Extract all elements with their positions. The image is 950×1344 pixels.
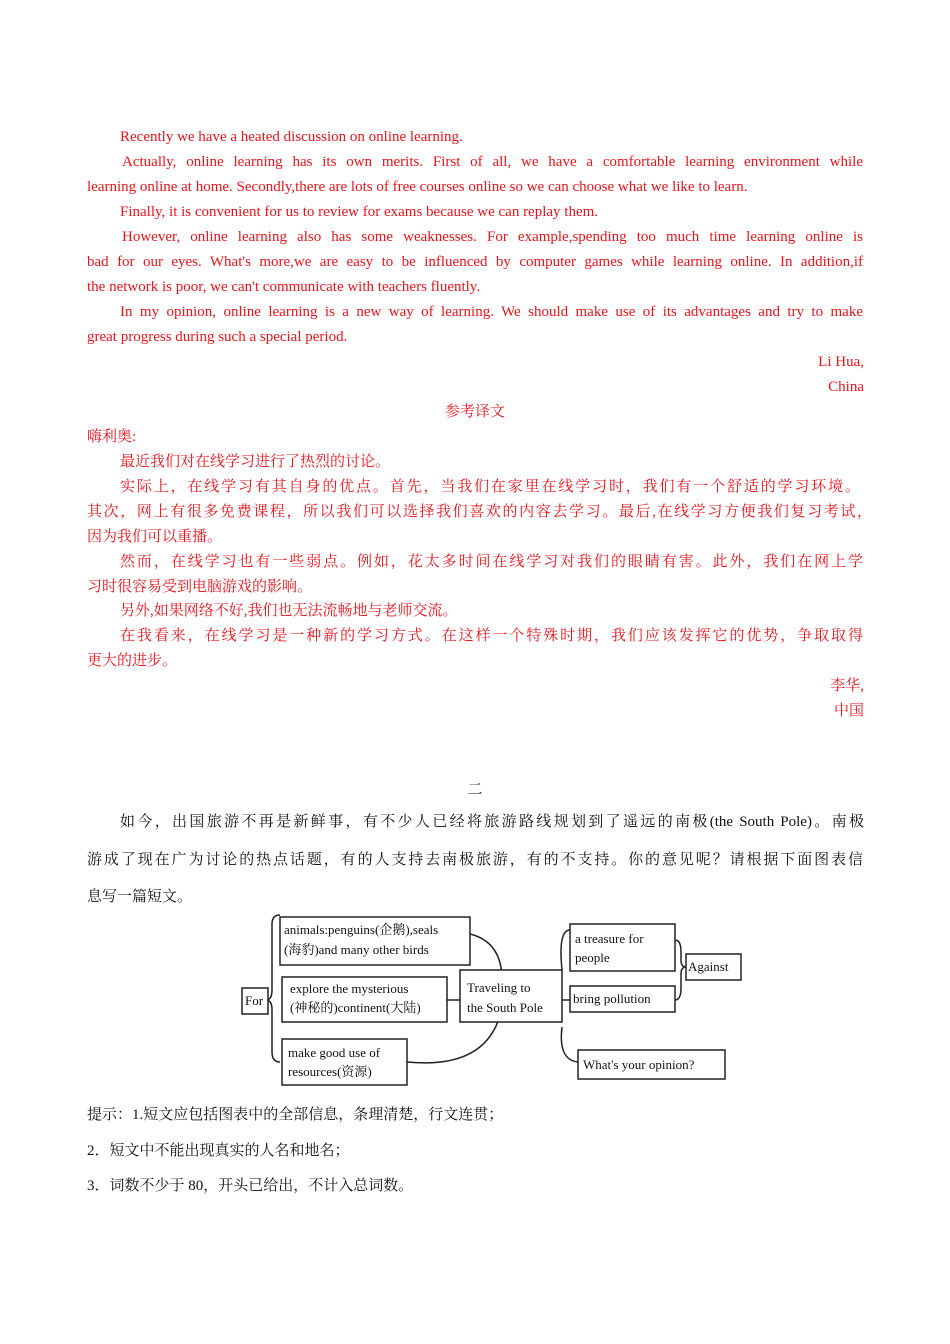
translation-signature-name: 李华, (830, 678, 864, 694)
section-prompt-line-1: 如今，出国旅游不再是新鲜事，有不少人已经将旅游路线规划到了遥远的南极(the South Pole)。南极 (120, 814, 864, 830)
letter-paragraph-4-line-3: the network is poor, we can't communicate with teachers fluently. (87, 279, 481, 295)
against-label: Against (688, 959, 729, 974)
translation-greeting: 嗨利奥: (87, 429, 137, 445)
translation-paragraph-2-line-3: 因为我们可以重播。 (87, 529, 223, 545)
letter-paragraph-5-line-1: In my opinion, online learning is a new way of learning. We should make use of its advantages and try to make (120, 304, 863, 320)
tip-2: 2．短文中不能出现真实的人名和地名； (87, 1143, 350, 1159)
letter-paragraph-5-line-2: great progress during such a special period. (87, 329, 348, 345)
treasure-line-1: a treasure for (575, 931, 644, 946)
animals-line-2: (海豹)and many other birds (284, 942, 429, 957)
letter-paragraph-2-line-2: learning online at home. Secondly,there are lots of free courses online so we can choose what we like to learn. (87, 179, 748, 195)
translation-paragraph-3-line-1: 然而，在线学习也有一些弱点。例如，花太多时间在线学习对我们的眼睛有害。此外，我们在网上学 (120, 554, 863, 570)
letter-paragraph-2-line-1: Actually, online learning has its own merits. First of all, we have a comfortable learning environment while (122, 154, 863, 170)
section-prompt-line-3: 息写一篇短文。 (87, 889, 193, 905)
resources-line-1: make good use of (288, 1045, 381, 1060)
translation-paragraph-2-line-2: 其次，网上有很多免费课程，所以我们可以选择我们喜欢的内容去学习。最后,在线学习方便我们复习考试， (87, 504, 872, 520)
center-topic-line-2: the South Pole (467, 1000, 543, 1015)
for-label: For (245, 993, 264, 1008)
tip-3: 3．词数不少于 80，开头已给出，不计入总词数。 (87, 1178, 414, 1194)
letter-paragraph-1: Recently we have a heated discussion on online learning. (120, 129, 463, 145)
center-topic-line-1: Traveling to (467, 980, 531, 995)
translation-signature-place: 中国 (833, 703, 864, 719)
translation-title: 参考译文 (444, 404, 505, 420)
section-prompt-line-2: 游成了现在广为讨论的热点话题，有的人支持去南极旅游，有的不支持。你的意见呢？请根据下面图表信 (87, 852, 863, 868)
translation-paragraph-5-line-2: 更大的进步。 (87, 653, 178, 669)
explore-line-1: explore the mysterious (290, 981, 409, 996)
letter-paragraph-4-line-1: However, online learning also has some weaknesses. For example,spending too much time learning online is (122, 229, 863, 245)
opinion-label: What's your opinion? (583, 1057, 695, 1072)
treasure-line-2: people (575, 950, 610, 965)
section-number: 二 (467, 782, 483, 798)
explore-line-2: (神秘的)continent(大陆) (290, 1000, 421, 1015)
translation-paragraph-2-line-1: 实际上，在线学习有其自身的优点。首先，当我们在家里在线学习时，我们有一个舒适的学习环境。 (120, 479, 860, 495)
translation-paragraph-3-line-2: 习时很容易受到电脑游戏的影响。 (87, 579, 313, 595)
letter-paragraph-3: Finally, it is convenient for us to review for exams because we can replay them. (120, 204, 599, 220)
resources-line-2: resources(资源) (288, 1064, 372, 1079)
letter-signature-place: China (828, 379, 864, 395)
letter-signature-name: Li Hua, (818, 354, 864, 370)
pollution-label: bring pollution (573, 991, 651, 1006)
translation-paragraph-1: 最近我们对在线学习进行了热烈的讨论。 (120, 454, 391, 470)
translation-paragraph-5-line-1: 在我看来，在线学习是一种新的学习方式。在这样一个特殊时期，我们应该发挥它的优势，争取取得 (120, 628, 863, 644)
letter-paragraph-4-line-2: bad for our eyes. What's more,we are easy to be influenced by computer games while learning online. In addition,if (87, 254, 863, 270)
translation-paragraph-4: 另外,如果网络不好,我们也无法流畅地与老师交流。 (120, 603, 458, 619)
animals-line-1: animals:penguins(企鹅),seals (284, 922, 439, 937)
mind-map-diagram (240, 912, 745, 1093)
tip-1: 提示：1.短文应包括图表中的全部信息，条理清楚，行文连贯； (87, 1107, 504, 1123)
